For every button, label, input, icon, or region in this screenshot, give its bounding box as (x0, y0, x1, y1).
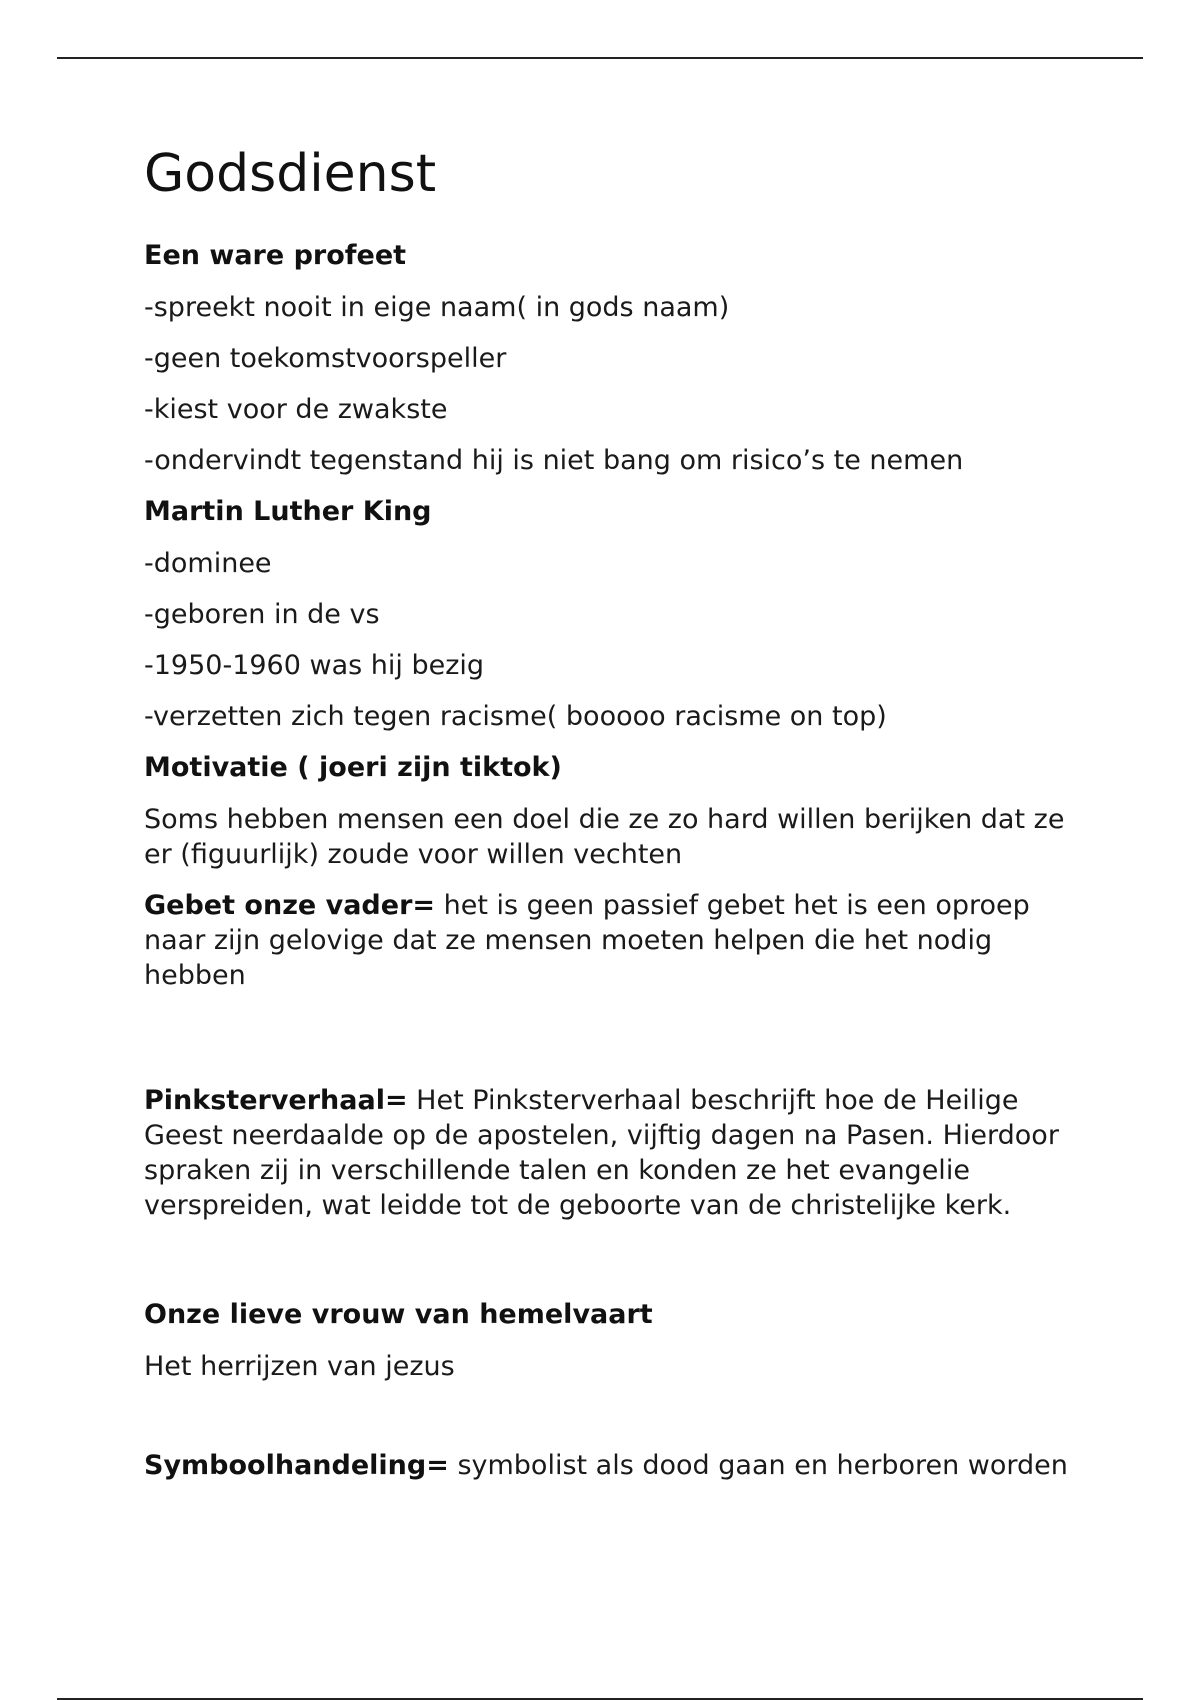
gebed-term: Gebet onze vader= (144, 890, 436, 921)
list-item: -kiest voor de zwakste (144, 394, 448, 425)
top-rule (57, 57, 1143, 59)
pinksteren-paragraph (144, 1083, 1074, 1223)
spacer (144, 1239, 1074, 1297)
list-item: -geen toekomstvoorspeller (144, 343, 507, 374)
pinksteren-term: Pinksterverhaal= (144, 1085, 408, 1116)
list-item: -ondervindt tegenstand hij is niet bang om risico’s te nemen (144, 445, 964, 476)
heading-motivatie: Motivatie ( joeri zijn tiktok) (144, 752, 562, 783)
document-title: Godsdienst (144, 144, 437, 204)
heading-ware-profeet: Een ware profeet (144, 240, 407, 271)
symbool-text: symbolist als dood gaan en herboren worden (448, 1450, 1068, 1481)
list-item: -1950-1960 was hij bezig (144, 650, 485, 681)
list-item: -spreekt nooit in eige naam( in gods naam) (144, 292, 730, 323)
symbool-term: Symboolhandeling= (144, 1450, 449, 1481)
hemelvaart-text: Het herrijzen van jezus (144, 1351, 455, 1382)
heading-hemelvaart: Onze lieve vrouw van hemelvaart (144, 1299, 653, 1330)
document-body (144, 140, 1074, 1499)
symbool-paragraph (144, 1448, 1074, 1483)
heading-martin-luther-king: Martin Luther King (144, 496, 432, 527)
gebed-text: het is geen passief gebet het is een oproep naar zijn gelovige dat ze mensen moeten helpen die het nodig hebben (144, 890, 1030, 991)
pinksteren-text: Het Pinksterverhaal beschrijft hoe de Heilige Geest neerdaalde op de apostelen, vijftig dagen na Pasen. Hierdoor spraken zij in verschillende talen en konden ze het evangelie verspreiden, wat leidde tot de geboorte van de christelijke kerk. (144, 1085, 1059, 1221)
list-item: -dominee (144, 548, 272, 579)
spacer (144, 1400, 1074, 1448)
gebed-paragraph (144, 888, 1074, 993)
motivatie-paragraph: Soms hebben mensen een doel die ze zo hard willen berijken dat ze er (figuurlijk) zoude voor willen vechten (144, 804, 1065, 870)
spacer (144, 1009, 1074, 1083)
list-item: -verzetten zich tegen racisme( booooo racisme on top) (144, 701, 887, 732)
list-item: -geboren in de vs (144, 599, 380, 630)
